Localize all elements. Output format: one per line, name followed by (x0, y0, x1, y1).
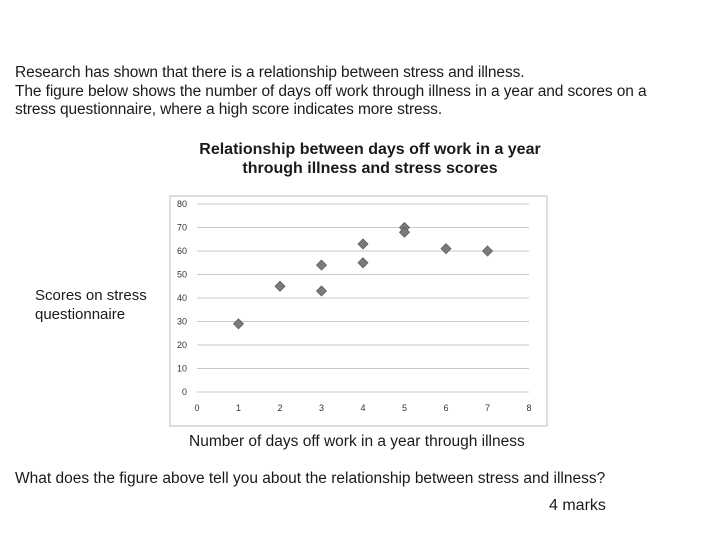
y-tick-label: 0 (181, 387, 187, 397)
chart-title-line-1: Relationship between days off work in a year (199, 141, 541, 158)
y-tick-label: 50 (176, 269, 187, 280)
x-tick-label: 4 (360, 403, 366, 413)
x-tick-label: 6 (443, 403, 449, 413)
y-tick-label: 30 (176, 316, 187, 327)
question-text: What does the figure above tell you about the relationship between stress and illness? (15, 470, 606, 487)
x-tick-label: 0 (194, 403, 200, 413)
y-tick-label: 40 (176, 293, 187, 303)
x-tick-label: 1 (235, 403, 242, 413)
intro-line-1: Research has shown that there is a relationship between stress and illness. (15, 64, 525, 81)
y-tick-label: 70 (176, 222, 187, 233)
y-tick-label: 80 (176, 199, 187, 209)
y-tick-label: 60 (176, 246, 187, 256)
y-axis-label-line-2: questionnaire (35, 306, 126, 323)
x-tick-label: 2 (277, 403, 283, 413)
marks-label: 4 marks (549, 497, 606, 514)
x-tick-label: 5 (401, 403, 408, 413)
x-tick-label: 8 (526, 403, 532, 413)
y-tick-label: 20 (176, 340, 187, 350)
intro-line-3: stress questionnaire, where a high score indicates more stress. (15, 101, 443, 118)
x-tick-label: 7 (484, 403, 491, 413)
x-tick-label: 3 (318, 403, 325, 413)
y-tick-label: 10 (176, 363, 187, 374)
chart-title-line-2: through illness and stress scores (242, 160, 498, 177)
x-axis-label: Number of days off work in a year through illness (189, 433, 525, 450)
y-axis-label-line-1: Scores on stress (35, 287, 147, 304)
intro-line-2: The figure below shows the number of days off work through illness in a year and scores on a (15, 82, 647, 100)
y-tick-labels (177, 199, 187, 397)
